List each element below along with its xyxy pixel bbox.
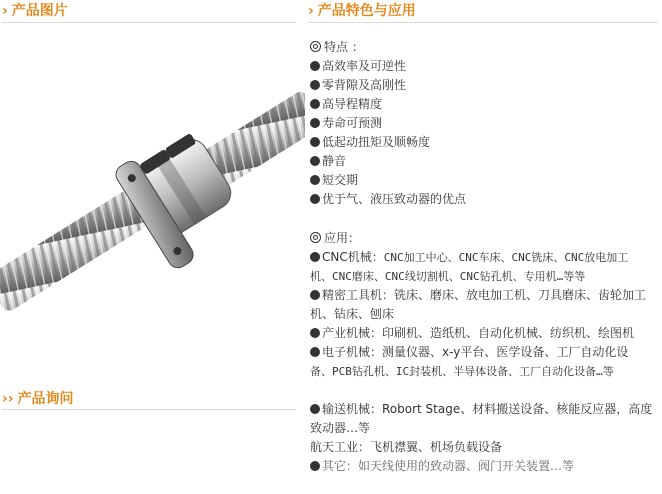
application-item: 输送机械：Robort Stage、材料搬送设备、核能反应器，高度 bbox=[310, 400, 652, 419]
application-item: 其它：如天线使用的致动器、阀门开关装置…等 bbox=[310, 457, 574, 476]
feature-item: 高导程精度 bbox=[310, 95, 382, 114]
chevron-right-icon: › bbox=[2, 3, 8, 19]
feature-item: 低起动扭矩及顺畅度 bbox=[310, 133, 430, 152]
application-item-continued: 机、CNC磨床、CNC线切割机、CNC钻孔机、专用机…等等 bbox=[310, 270, 586, 283]
application-item-continued: 备、PCB钻孔机、IC封装机、半导体设备、工厂自动化设备…等 bbox=[310, 365, 614, 378]
bullet-icon bbox=[310, 328, 320, 338]
feature-item: 寿命可预测 bbox=[310, 114, 382, 133]
feature-item: 零背隙及高刚性 bbox=[310, 76, 406, 95]
application-item: 航天工业：飞机襟翼、机场负载设备 bbox=[310, 440, 503, 454]
bullet-icon bbox=[310, 290, 320, 300]
bullet-icon bbox=[310, 461, 320, 471]
double-circle-icon bbox=[310, 232, 321, 243]
feature-item: 高效率及可逆性 bbox=[310, 57, 406, 76]
product-images-title: 产品图片 bbox=[11, 3, 68, 19]
bullet-icon bbox=[310, 156, 320, 166]
application-item: 电子机械：测量仪器、x-y平台、医学设备、工厂自动化设 bbox=[310, 343, 628, 362]
bullet-icon bbox=[310, 404, 320, 414]
bullet-icon bbox=[310, 194, 320, 204]
features-header: 特点 ： bbox=[310, 38, 364, 57]
bullet-icon bbox=[310, 99, 320, 109]
divider bbox=[2, 409, 296, 410]
bullet-icon bbox=[310, 252, 320, 262]
divider bbox=[308, 22, 658, 23]
application-item-continued: 机、钻床、刨床 bbox=[310, 307, 395, 321]
divider bbox=[2, 22, 296, 23]
bullet-icon bbox=[310, 137, 320, 147]
application-item: CNC机械：CNC加工中心、CNC车床、CNC铣床、CNC放电加工 bbox=[310, 248, 628, 267]
application-item-continued: 致动器…等 bbox=[310, 421, 371, 435]
bullet-icon bbox=[310, 347, 320, 357]
ball-screw-product-image bbox=[0, 60, 305, 320]
product-images-heading bbox=[2, 0, 68, 20]
bullet-icon bbox=[310, 61, 320, 71]
bullet-icon bbox=[310, 80, 320, 90]
product-inquiry-title: 产品询问 bbox=[17, 391, 74, 407]
chevron-right-icon: › bbox=[308, 3, 314, 19]
double-circle-icon bbox=[310, 41, 321, 52]
double-chevron-right-icon: ›› bbox=[2, 391, 14, 407]
bullet-icon bbox=[310, 118, 320, 128]
features-heading bbox=[308, 0, 416, 20]
applications-header: 应用： bbox=[310, 229, 360, 248]
feature-item: 优于气、液压致动器的优点 bbox=[310, 190, 466, 209]
features-title: 产品特色与应用 bbox=[317, 3, 416, 19]
bullet-icon bbox=[310, 175, 320, 185]
feature-item: 静音 bbox=[310, 152, 346, 171]
product-inquiry-heading bbox=[2, 388, 74, 408]
application-item: 精密工具机：铣床、磨床、放电加工机、刀具磨床、齿轮加工 bbox=[310, 286, 646, 305]
application-item: 产业机械：印刷机、造纸机、自动化机械、纺织机、绘图机 bbox=[310, 324, 634, 343]
feature-item: 短交期 bbox=[310, 171, 358, 190]
